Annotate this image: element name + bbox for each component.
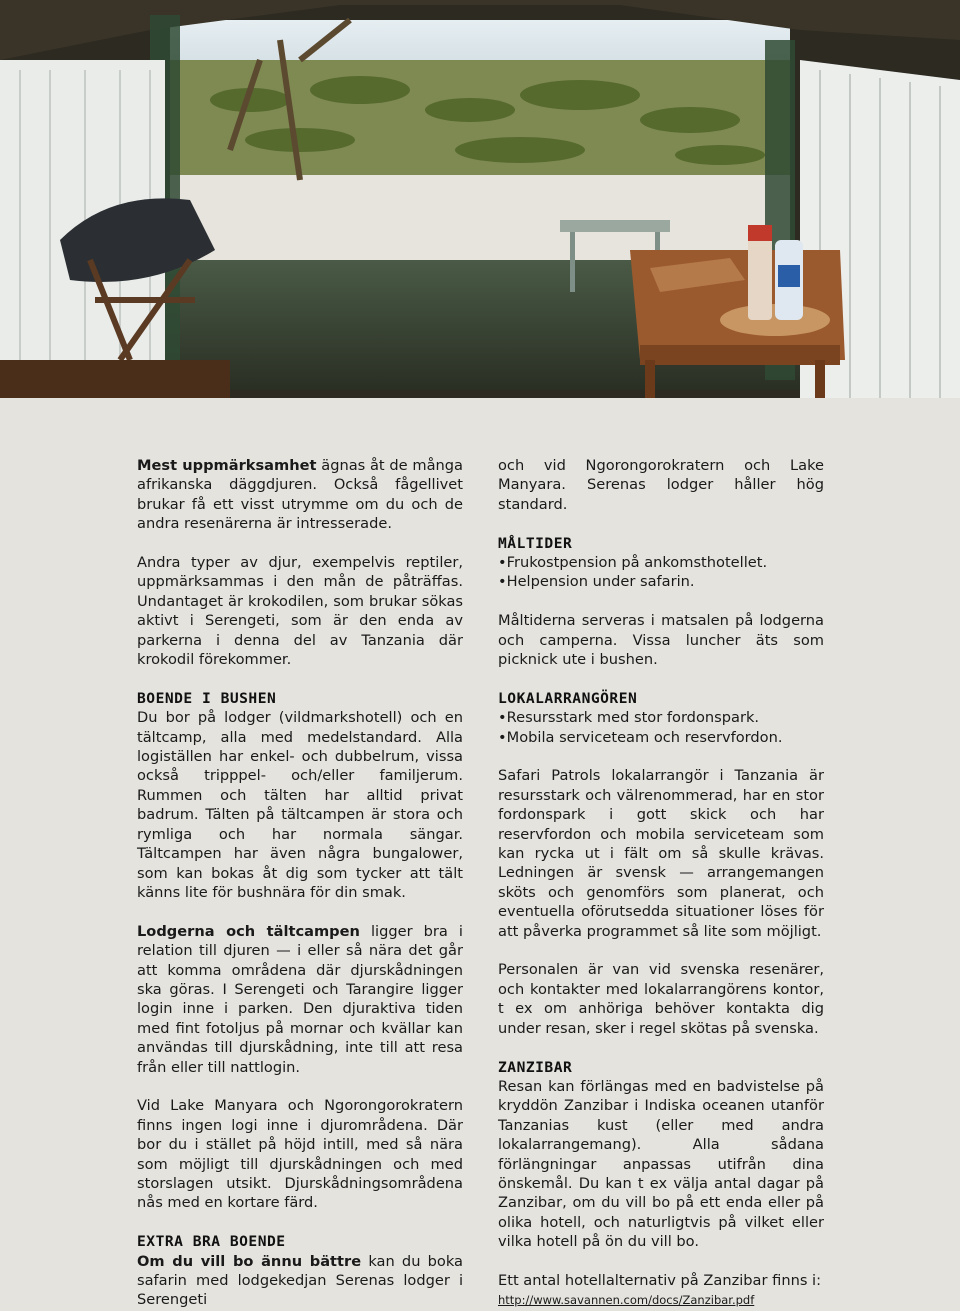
heading-extra-boende: EXTRA BRA BOENDE (137, 1233, 286, 1251)
paragraph: Du bor på lodger (vildmarkshotell) och en tältcamp, alla med medelstandard. Alla logiställen har enkel- och dubbelrum, vissa också tripppel- och/eller familjerum. Rummen och tälten har alltid privat badrum. Tälten på tältcampen är stora och rymliga och har normala sängar. Tältcampen har även några bungalower, som kan bokas åt dig som tycker att tält känns lite för bushnära för din smak. (137, 709, 463, 901)
right-column (498, 456, 824, 1311)
list-item: • Frukostpension på ankomsthotellet. (498, 553, 824, 572)
paragraph-text: ligger bra i relation till djuren — i eller så nära det går att komma områdena där djurskådningen ska göras. I Serengeti och Tarangire ligger login inne i parken. Den djuraktiva tiden med fint fotoljus på mornar och kvällar kan användas till djurskådning, inte till att resa från eller till nattlogin. (137, 922, 463, 1076)
lead-phrase: Lodgerna och tältcampen (137, 922, 360, 940)
maltider-list (498, 553, 824, 592)
heading-boende: BOENDE I BUSHEN (137, 689, 277, 707)
lokal-list (498, 708, 824, 747)
lead-phrase: Om du vill bo ännu bättre (137, 1252, 362, 1270)
paragraph-text: ägnas åt de många afrikanska däggdjuren. Också fågellivet brukar få ett visst utrymme om du och de andra resenärerna är intresserade. (137, 457, 463, 533)
tent-interior-photo (0, 0, 960, 398)
paragraph: Safari Patrols lokalarrangör i Tanzania är resursstark och välrenommerad, har en stor fordonspark i gott skick och har reservfordon och mobila serviceteam som kan rycka ut i fält om så skulle krävas. Ledningen är svensk — arrangemangen sköts och genomförs som planerat, och eventuella oförutsedda situationer löses för att påverka programmet så lite som möjligt. (498, 767, 824, 940)
paragraph: Personalen är van vid svenska resenärer, och kontakter med lokalarrangörens kontor, t ex om anhöriga behöver kontakta dig under resan, sker i regel skötas på svenska. (498, 961, 824, 1037)
paragraph: Ett antal hotellalternativ på Zanzibar finns i: (498, 1271, 822, 1289)
paragraph: Måltiderna serveras i matsalen på lodgerna och camperna. Vissa luncher äts som picknick ute i bushen. (498, 612, 824, 669)
left-column (137, 456, 463, 1310)
zanzibar-pdf-link[interactable]: http://www.savannen.com/docs/Zanzibar.pdf (498, 1293, 755, 1308)
list-item: • Mobila serviceteam och reservfordon. (498, 728, 824, 747)
paragraph: Vid Lake Manyara och Ngorongorokratern finns ingen logi inne i djurområdena. Där bor du i stället på höjd intill, med så nära som möjligt till djurskådningen och med storslagen utsikt. Djurskådningsområdena nås med en kortare färd. (137, 1097, 463, 1212)
paragraph (137, 456, 463, 534)
paragraph: och vid Ngorongorokratern och Lake Manyara. Serenas lodger håller hög standard. (498, 457, 824, 513)
paragraph-text: kan du boka safarin med lodgekedjan Serenas lodger i Serengeti (137, 1252, 463, 1309)
paragraph (137, 922, 463, 1077)
heading-zanzibar: ZANZIBAR (498, 1058, 573, 1076)
lead-phrase: Mest uppmärksamhet (137, 457, 317, 474)
heading-maltider: MÅLTIDER (498, 534, 573, 552)
list-item: • Helpension under safarin. (498, 572, 824, 591)
list-item: • Resursstark med stor fordonspark. (498, 708, 824, 727)
heading-lokalarrangoren: LOKALARRANGÖREN (498, 689, 638, 707)
paragraph: Resan kan förlängas med en badvistelse på kryddön Zanzibar i Indiska oceanen utanför Tanzanias kust (eller med andra lokalarrangemang). Alla sådana förlängningar anpassas utifrån dina önskemål. Du kan t ex välja antal dagar på Zanzibar, om du vill bo på ett enda eller på olika hotell, och naturligtvis på vilket eller vilka hotell på ön du vill bo. (498, 1077, 824, 1251)
paragraph: Andra typer av djur, exempelvis reptiler, uppmärksammas i den mån de påträffas. Undantaget är krokodilen, som brukar sökas aktivt i Serengeti, som är den enda av parkerna i denna del av Tanzania där krokodil förekommer. (137, 554, 463, 669)
paragraph (137, 1252, 463, 1310)
